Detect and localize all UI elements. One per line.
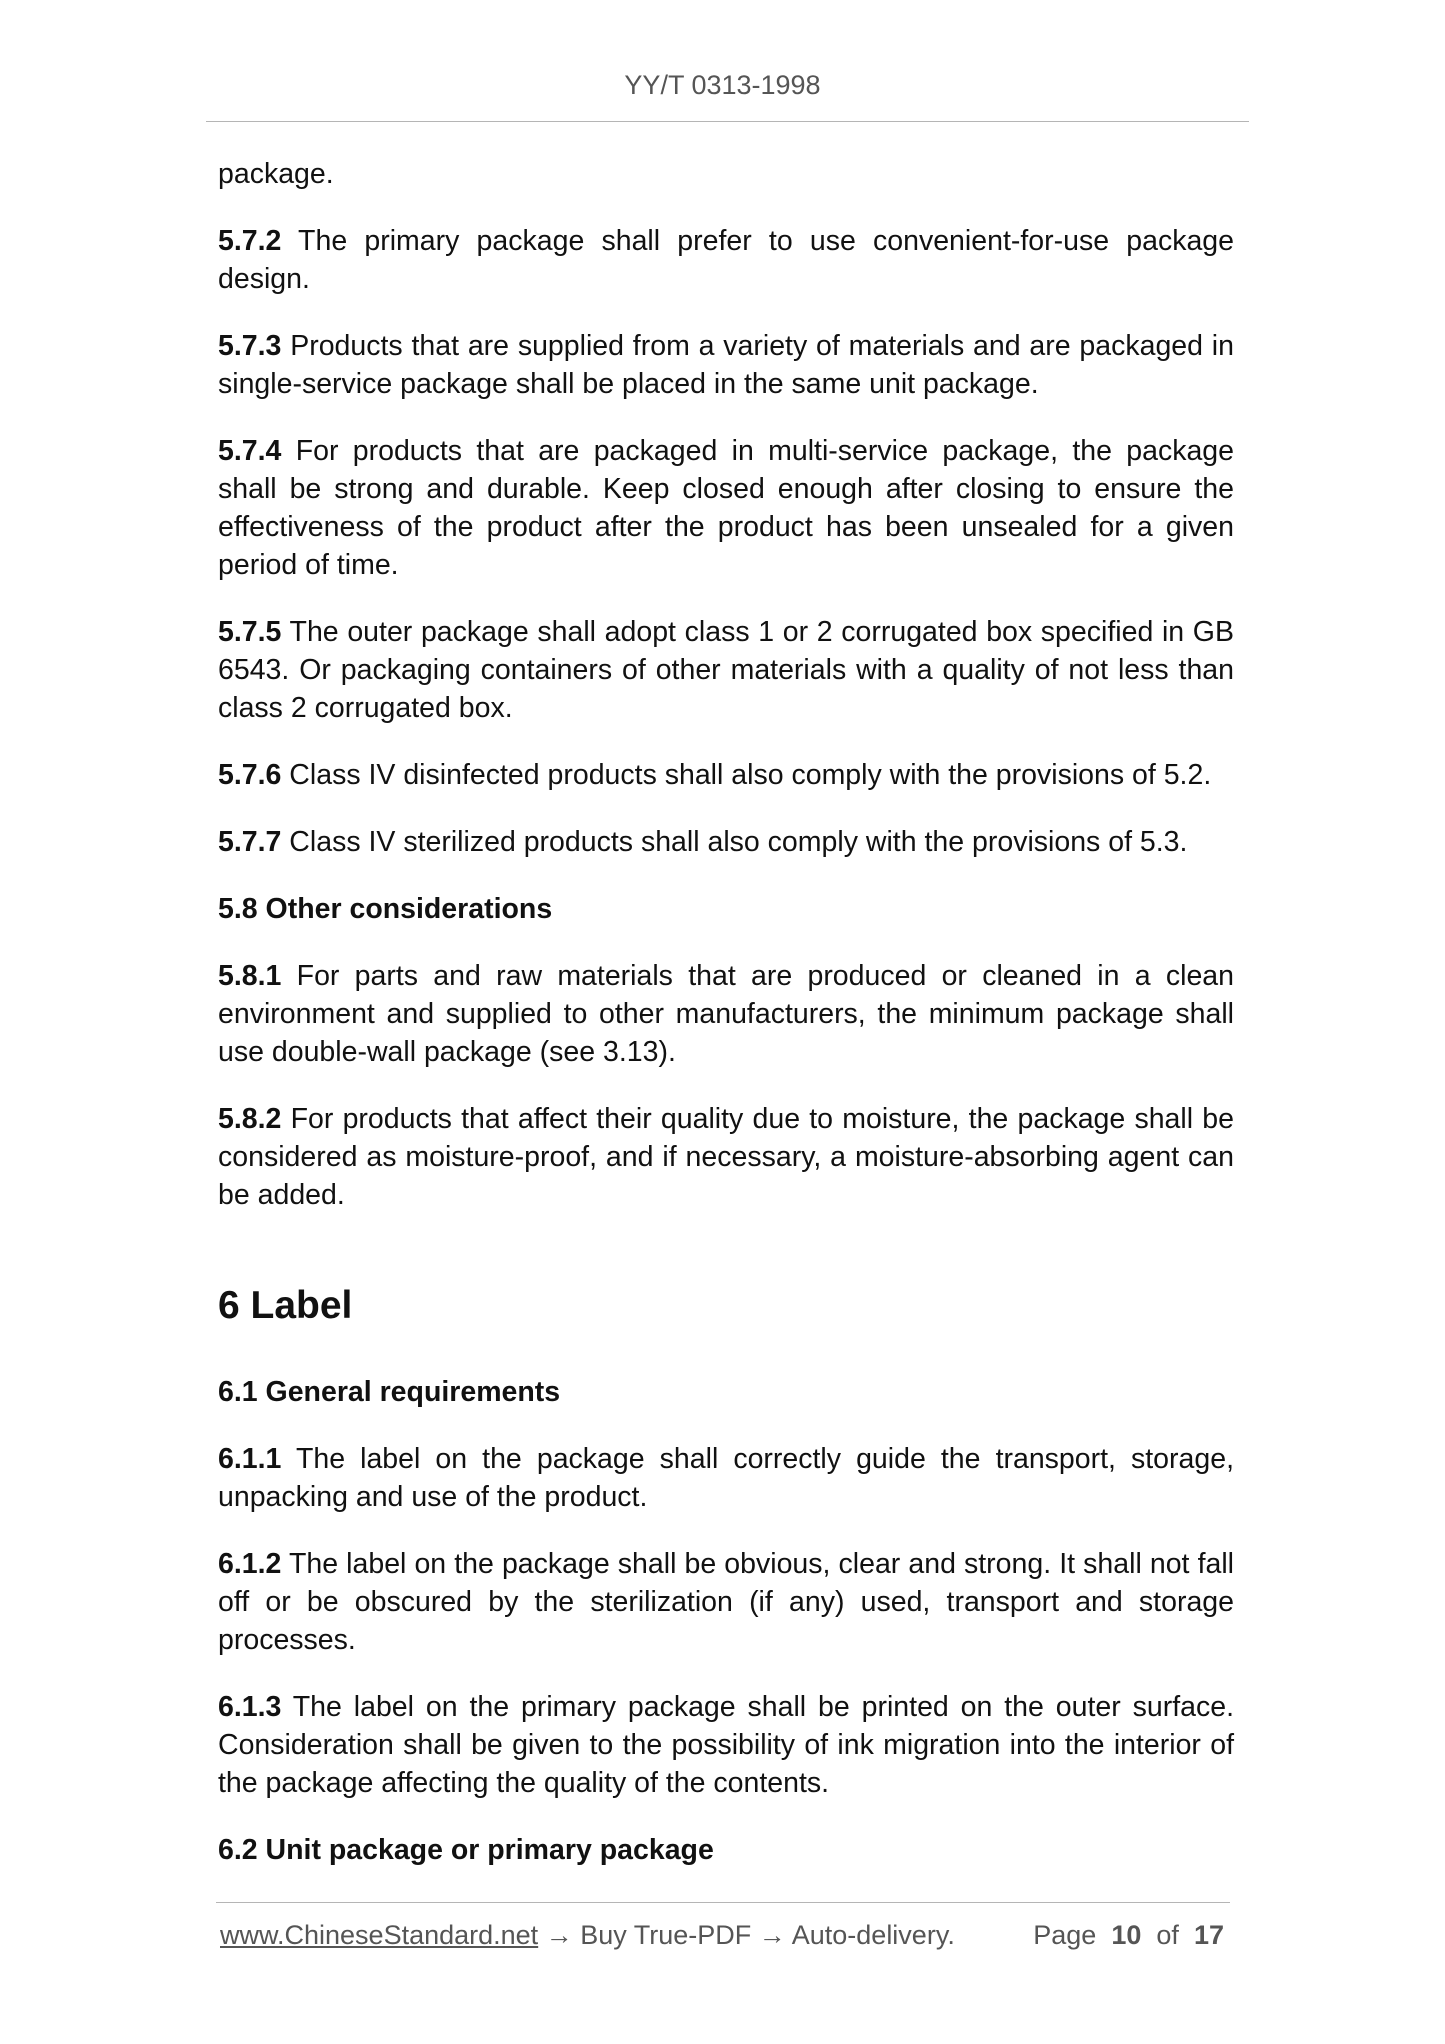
clause-5-7-3 [218,327,1234,403]
clause-6-1-1 [218,1440,1234,1516]
clause-5-7-4 [218,432,1234,584]
clause-5-7-7 [218,823,1234,861]
chapter-heading-6: 6 Label [218,1284,353,1327]
clause-text: The primary package shall prefer to use convenient-for-use package design. [218,225,1234,295]
clause-number: 5.7.2 [218,225,282,257]
current-page-number: 10 [1111,1920,1142,1950]
section-heading-5-8: 5.8 Other considerations [218,893,553,925]
clause-number: 6.1.2 [218,1548,282,1580]
clause-6-1-3 [218,1688,1234,1802]
clause-5-8-1 [218,957,1234,1071]
paragraph [218,155,1234,193]
page-indicator [1033,1920,1224,1951]
section-heading-6-2: 6.2 Unit package or primary package [218,1834,714,1866]
website-link[interactable]: www.ChineseStandard.net [220,1920,539,1950]
page-word: Page [1033,1920,1097,1950]
clause-text: Class IV disinfected products shall also comply with the provisions of 5.2. [281,759,1212,791]
clause-number: 5.7.6 [218,759,282,791]
clause-number: 5.7.4 [218,435,282,467]
footer-divider [216,1902,1230,1903]
total-page-count: 17 [1193,1920,1224,1950]
clause-number: 5.7.7 [218,826,282,858]
of-word: of [1156,1920,1179,1950]
document-body [218,155,1234,1898]
clause-text: The label on the package shall be obvious, clear and strong. It shall not fall off or be obscured by the sterilization (if any) used, transport and storage processes. [218,1548,1234,1656]
clause-5-8-2 [218,1100,1234,1214]
clause-text: Class IV sterilized products shall also comply with the provisions of 5.3. [281,826,1188,858]
section-heading-6-1: 6.1 General requirements [218,1376,561,1408]
clause-number: 5.7.5 [218,616,282,648]
clause-number: 6.1.1 [218,1443,282,1475]
clause-5-7-5 [218,613,1234,727]
clause-text: The label on the package shall correctly guide the transport, storage, unpacking and use of the product. [218,1443,1234,1513]
clause-6-1-2 [218,1545,1234,1659]
clause-number: 5.7.3 [218,330,282,362]
page-footer [220,1920,1230,1951]
clause-text: The label on the primary package shall be printed on the outer surface. Consideration shall be given to the possibility of ink migration into the interior of the package affecting the quality of the contents. [218,1691,1234,1799]
page-header: YY/T 0313-1998 [624,70,821,100]
clause-number: 5.8.1 [218,960,282,992]
header-divider [206,121,1249,122]
clause-text: For products that affect their quality due to moisture, the package shall be considered as moisture-proof, and if necessary, a moisture-absorbing agent can be added. [218,1103,1234,1211]
clause-text: Products that are supplied from a variety of materials and are packaged in single-service package shall be placed in the same unit package. [218,330,1234,400]
footer-tagline: → Buy True-PDF → Auto-delivery. [538,1920,955,1950]
clause-number: 5.8.2 [218,1103,282,1135]
clause-number: 6.1.3 [218,1691,282,1723]
clause-text: package. [218,158,334,190]
clause-text: For parts and raw materials that are produced or cleaned in a clean environment and supplied to other manufacturers, the minimum package shall use double-wall package (see 3.13). [218,960,1234,1068]
clause-5-7-6 [218,756,1234,794]
clause-text: The outer package shall adopt class 1 or 2 corrugated box specified in GB 6543. Or packaging containers of other materials with a quality of not less than class 2 corrugated box. [218,616,1234,724]
clause-5-7-2 [218,222,1234,298]
clause-text: For products that are packaged in multi-service package, the package shall be strong and durable. Keep closed enough after closing to ensure the effectiveness of the product after the product has been unsealed for a given period of time. [218,435,1234,581]
